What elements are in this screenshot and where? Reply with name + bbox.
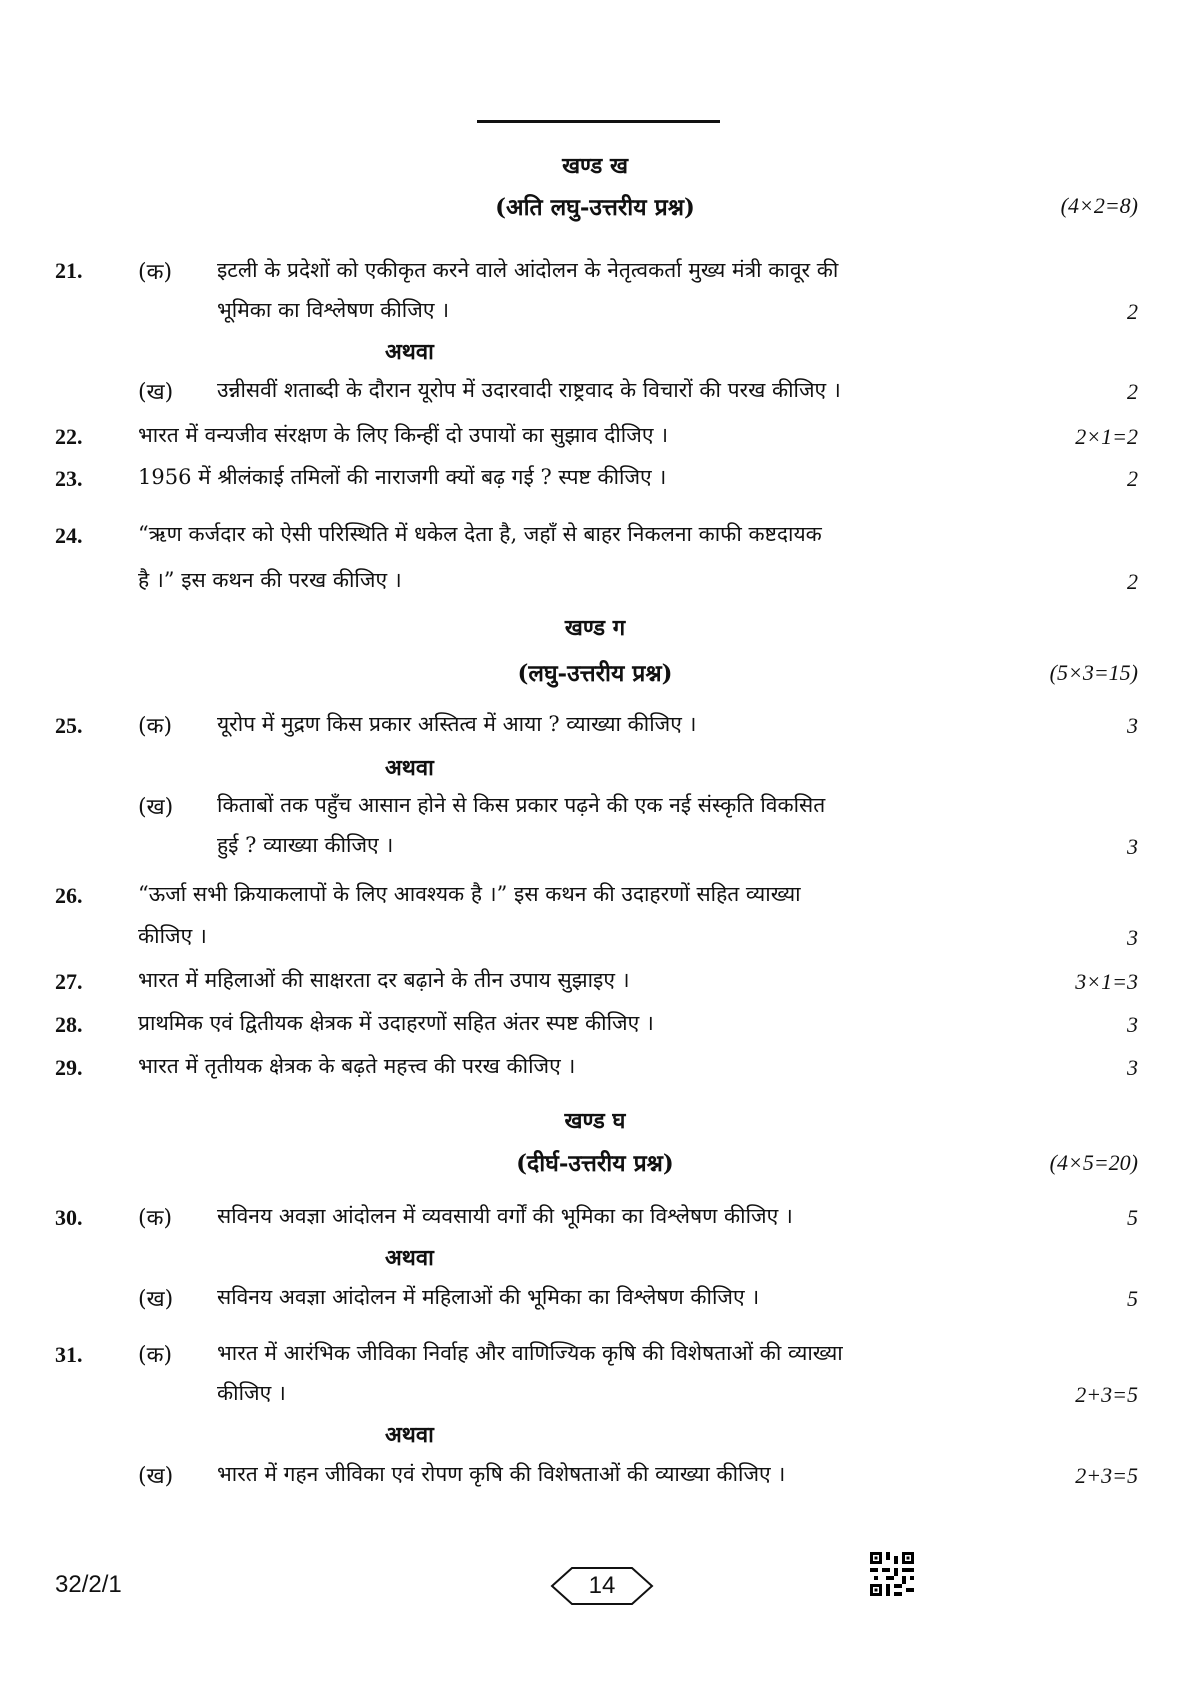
question-marks: 5	[1127, 1205, 1138, 1230]
question-text: भारत में वन्यजीव संरक्षण के लिए किन्हीं दो उपायों का सुझाव दीजिए ।	[138, 423, 669, 447]
option-label: (ख)	[138, 380, 174, 405]
question-marks: 3×1=3	[1075, 969, 1138, 994]
question-marks: 3	[1127, 1012, 1138, 1037]
question-text: इटली के प्रदेशों को एकीकृत करने वाले आंदोलन के नेतृत्वकर्ता मुख्य मंत्री कावूर की	[217, 258, 839, 282]
section-d-marks: (4×5=20)	[1049, 1150, 1138, 1175]
qr-code-icon	[870, 1552, 914, 1596]
question-number: 21.	[55, 258, 83, 283]
question-text: “ऋण कर्जदार को ऐसी परिस्थिति में धकेल देता है, जहाँ से बाहर निकलना काफी कष्टदायक	[138, 522, 822, 546]
question-number: 31.	[55, 1342, 83, 1367]
question-number: 27.	[55, 969, 83, 994]
question-text: यूरोप में मुद्रण किस प्रकार अस्तित्व में आया ? व्याख्या कीजिए ।	[217, 712, 697, 736]
question-marks: 3	[1127, 713, 1138, 738]
question-text: सविनय अवज्ञा आंदोलन में महिलाओं की भूमिका का विश्लेषण कीजिए ।	[217, 1285, 760, 1309]
question-text: भूमिका का विश्लेषण कीजिए ।	[217, 298, 450, 322]
question-text: भारत में तृतीयक क्षेत्रक के बढ़ते महत्त्व की परख कीजिए ।	[138, 1054, 576, 1078]
or-label: अथवा	[385, 1422, 434, 1448]
question-text: प्राथमिक एवं द्वितीयक क्षेत्रक में उदाहरणों सहित अंतर स्पष्ट कीजिए ।	[138, 1011, 654, 1035]
option-label: (ख)	[138, 1464, 174, 1489]
question-text: “ऊर्जा सभी क्रियाकलापों के लिए आवश्यक है ।” इस कथन की उदाहरणों सहित व्याख्या	[138, 882, 801, 906]
question-number: 28.	[55, 1012, 83, 1037]
question-text: भारत में आरंभिक जीविका निर्वाह और वाणिज्यिक कृषि की विशेषताओं की व्याख्या	[217, 1341, 843, 1365]
option-label: (क)	[138, 714, 173, 739]
page-number: 14	[588, 1572, 616, 1599]
question-marks: 5	[1127, 1286, 1138, 1311]
question-text: कीजिए ।	[138, 924, 207, 948]
section-b-marks: (4×2=8)	[1060, 193, 1138, 218]
option-label: (क)	[138, 260, 173, 285]
question-text: भारत में गहन जीविका एवं रोपण कृषि की विशेषताओं की व्याख्या कीजिए ।	[217, 1462, 786, 1486]
question-text: सविनय अवज्ञा आंदोलन में व्यवसायी वर्गों की भूमिका का विश्लेषण कीजिए ।	[217, 1204, 793, 1228]
question-number: 24.	[55, 523, 83, 548]
question-marks: 2+3=5	[1075, 1463, 1138, 1488]
or-label: अथवा	[385, 755, 434, 781]
question-text: कीजिए ।	[217, 1381, 286, 1405]
section-d-subtitle: (दीर्घ-उत्तरीय प्रश्न)	[516, 1150, 674, 1177]
question-marks: 3	[1127, 1055, 1138, 1080]
question-number: 26.	[55, 883, 83, 908]
question-marks: 2+3=5	[1075, 1382, 1138, 1407]
section-c-subtitle: (लघु-उत्तरीय प्रश्न)	[517, 660, 673, 687]
section-d-title: खण्ड घ	[564, 1108, 626, 1134]
option-label: (ख)	[138, 795, 174, 820]
question-marks: 2	[1127, 466, 1138, 491]
option-label: (क)	[138, 1206, 173, 1231]
question-marks: 2	[1127, 299, 1138, 324]
question-number: 25.	[55, 713, 83, 738]
question-number: 29.	[55, 1055, 83, 1080]
section-c-title: खण्ड ग	[564, 615, 626, 641]
question-text: 1956 में श्रीलंकाई तमिलों की नाराजगी क्यों बढ़ गई ? स्पष्ट कीजिए ।	[138, 465, 667, 489]
option-label: (ख)	[138, 1287, 174, 1312]
question-number: 22.	[55, 424, 83, 449]
section-b-title: खण्ड ख	[562, 153, 628, 179]
paper-code: 32/2/1	[55, 1571, 122, 1598]
question-marks: 2	[1127, 569, 1138, 594]
page-number-badge	[550, 1566, 654, 1606]
question-number: 23.	[55, 466, 83, 491]
question-text: उन्नीसवीं शताब्दी के दौरान यूरोप में उदारवादी राष्ट्रवाद के विचारों की परख कीजिए ।	[217, 378, 841, 402]
question-text: भारत में महिलाओं की साक्षरता दर बढ़ाने के तीन उपाय सुझाइए ।	[138, 968, 630, 992]
question-marks: 2×1=2	[1075, 424, 1138, 449]
question-marks: 2	[1127, 379, 1138, 404]
option-label: (क)	[138, 1343, 173, 1368]
top-rule	[477, 120, 720, 123]
question-text: किताबों तक पहुँच आसान होने से किस प्रकार पढ़ने की एक नई संस्कृति विकसित	[217, 793, 826, 817]
question-marks: 3	[1127, 834, 1138, 859]
or-label: अथवा	[385, 1245, 434, 1271]
section-b-subtitle: (अति लघु-उत्तरीय प्रश्न)	[495, 194, 695, 221]
section-c-marks: (5×3=15)	[1049, 660, 1138, 685]
question-marks: 3	[1127, 925, 1138, 950]
question-text: हुई ? व्याख्या कीजिए ।	[217, 833, 394, 857]
question-number: 30.	[55, 1205, 83, 1230]
or-label: अथवा	[385, 339, 434, 365]
question-text: है ।” इस कथन की परख कीजिए ।	[138, 568, 402, 592]
